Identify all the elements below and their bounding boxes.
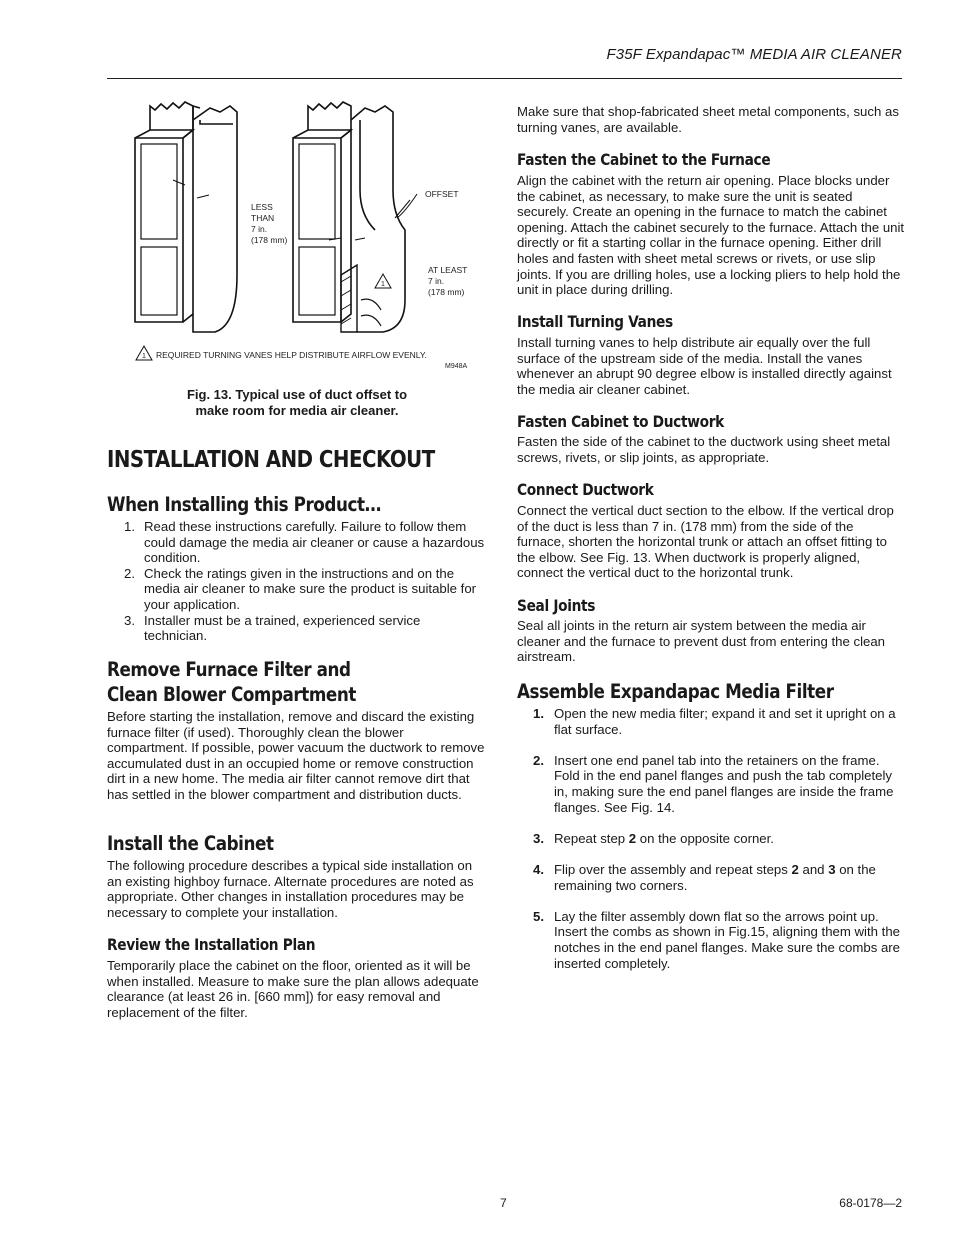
heading-seal-joints: Seal Joints: [517, 596, 596, 615]
heading-install-cabinet: Install the Cabinet: [107, 832, 274, 855]
label-at-least-2: 7 in.: [428, 276, 445, 286]
heading-review-plan: Review the Installation Plan: [107, 935, 316, 954]
list-item: 1. Open the new media filter; expand it and set it upright on a flat surface.: [533, 706, 896, 737]
label-offset: OFFSET: [425, 189, 459, 199]
left-furnace-outline: [135, 138, 183, 322]
heading-remove-filter: Remove Furnace Filter and Clean Blower Compartment: [107, 658, 356, 706]
page-header-title: F35F Expandapac™ MEDIA AIR CLEANER: [606, 46, 902, 63]
label-less-than-1: LESS: [251, 202, 273, 212]
heading-when-installing: When Installing this Product…: [107, 493, 381, 516]
heading-turning-vanes: Install Turning Vanes: [517, 312, 673, 331]
page-number: 7: [500, 1196, 507, 1210]
turning-vanes-body: Install turning vanes to help distribute air equally over the full surface of the upstream side of the media. Install the vanes whenever an abrupt 90 degree elbow is installed directly against the media air cleaner cabinet.: [517, 335, 892, 397]
label-less-than-2: THAN: [251, 213, 275, 223]
document-number: 68-0178—2: [839, 1196, 902, 1210]
list-item: 4. Flip over the assembly and repeat steps 2 and 3 on the remaining two corners.: [533, 861, 876, 893]
main-heading: INSTALLATION AND CHECKOUT: [107, 447, 435, 473]
label-less-than-3: 7 in.: [251, 224, 268, 234]
figure-note: REQUIRED TURNING VANES HELP DISTRIBUTE AIRFLOW EVENLY.: [156, 350, 427, 360]
svg-text:1: 1: [381, 281, 385, 288]
heading-fasten-ductwork: Fasten Cabinet to Ductwork: [517, 412, 724, 431]
connect-ductwork-body: Connect the vertical duct section to the elbow. If the vertical drop of the duct is less than 7 in. (178 mm) from the side of the furnace, shorten the horizontal trunk or attach an offset fitting to the elbow. See Fig. 13. When ductwork is properly aligned, connect the vertical duct to the horizontal trunk.: [517, 503, 894, 581]
label-less-than-4: (178 mm): [251, 235, 288, 245]
list-item: 2. Insert one end panel tab into the retainers on the frame. Fold in the end panel flanges and push the tab completely in, making sure the end panel flanges are inside the frame flanges. See Fig. 14.: [533, 752, 894, 815]
fasten-furnace-body: Align the cabinet with the return air opening. Place blocks under the cabinet, as necessary, to make sure the unit is seated securely. Create an opening in the furnace to match the cabinet opening. Attach the cabinet securely to the furnace. Attach the unit directly or fit a starting collar in the furnace opening. Either drill holes and fasten with sheet metal screws or rivets, or use slip joints. If you are drilling holes, use a locking pliers to help hold the unit in place during drilling.: [517, 173, 905, 298]
install-cabinet-body: The following procedure describes a typical side installation on an existing highboy furnace. Alternate procedures are noted as appropriate. Other changes in installation procedures may be necessary to complete your installation.: [107, 858, 474, 920]
heading-connect-ductwork: Connect Ductwork: [517, 480, 654, 499]
remove-filter-body: Before starting the installation, remove and discard the existing furnace filter (if used). Thoroughly clean the blower compartment. If possible, power vacuum the ductwork to remove accumulated dust in an occupied home or remove construction dirt in a new home. The media air filter cannot remove dirt that has settled in the blower compartment and distribution ducts.: [107, 709, 485, 802]
right-furnace-outline: [293, 138, 341, 322]
seal-joints-body: Seal all joints in the return air system between the media air cleaner and the furnace to prevent dust from entering the clean airstream.: [517, 618, 886, 665]
heading-assemble: Assemble Expandapac Media Filter: [517, 680, 834, 703]
header-rule: [107, 78, 902, 79]
list-item: 1. Read these instructions carefully. Failure to follow them could damage the media air cleaner or cause a hazardous condition.: [124, 519, 485, 566]
list-item: 2. Check the ratings given in the instructions and on the media air cleaner to make sure the product is suitable for your application.: [124, 565, 477, 612]
assemble-steps: [517, 706, 905, 987]
duct-offset-diagram: [125, 100, 485, 375]
svg-text:1: 1: [142, 353, 146, 360]
list-item: 3. Installer must be a trained, experienced service technician.: [124, 612, 421, 644]
label-at-least-1: AT LEAST: [428, 265, 468, 275]
right-vertical-duct-offset: [351, 106, 405, 332]
figure-caption: Fig. 13. Typical use of duct offset to make room for media air cleaner.: [186, 387, 408, 418]
figure-id: M948A: [445, 363, 468, 370]
list-item: 5. Lay the filter assembly down flat so the arrows point up. Insert the combs as shown in Fig.15, aligning them with the notches in the end panel flanges. Make sure the combs are inserted completely.: [533, 908, 901, 971]
left-vertical-duct: [193, 106, 237, 332]
fasten-ductwork-body: Fasten the side of the cabinet to the ductwork using sheet metal screws, rivets, or slip joints, as appropriate.: [517, 434, 891, 465]
list-item: 3. Repeat step 2 on the opposite corner.: [533, 830, 774, 846]
media-air-cleaner-cabinet: [341, 265, 357, 332]
when-installing-list: [107, 519, 487, 644]
review-plan-body: Temporarily place the cabinet on the floor, oriented as it will be when installed. Measure to make sure the plan allows adequate clearance (at least 26 in. [660 mm]) for easy removal and replacement of the filter.: [107, 958, 479, 1020]
heading-fasten-furnace: Fasten the Cabinet to the Furnace: [517, 150, 771, 169]
right-intro: Make sure that shop-fabricated sheet metal components, such as turning vanes, are available.: [517, 104, 899, 135]
label-at-least-3: (178 mm): [428, 287, 465, 297]
